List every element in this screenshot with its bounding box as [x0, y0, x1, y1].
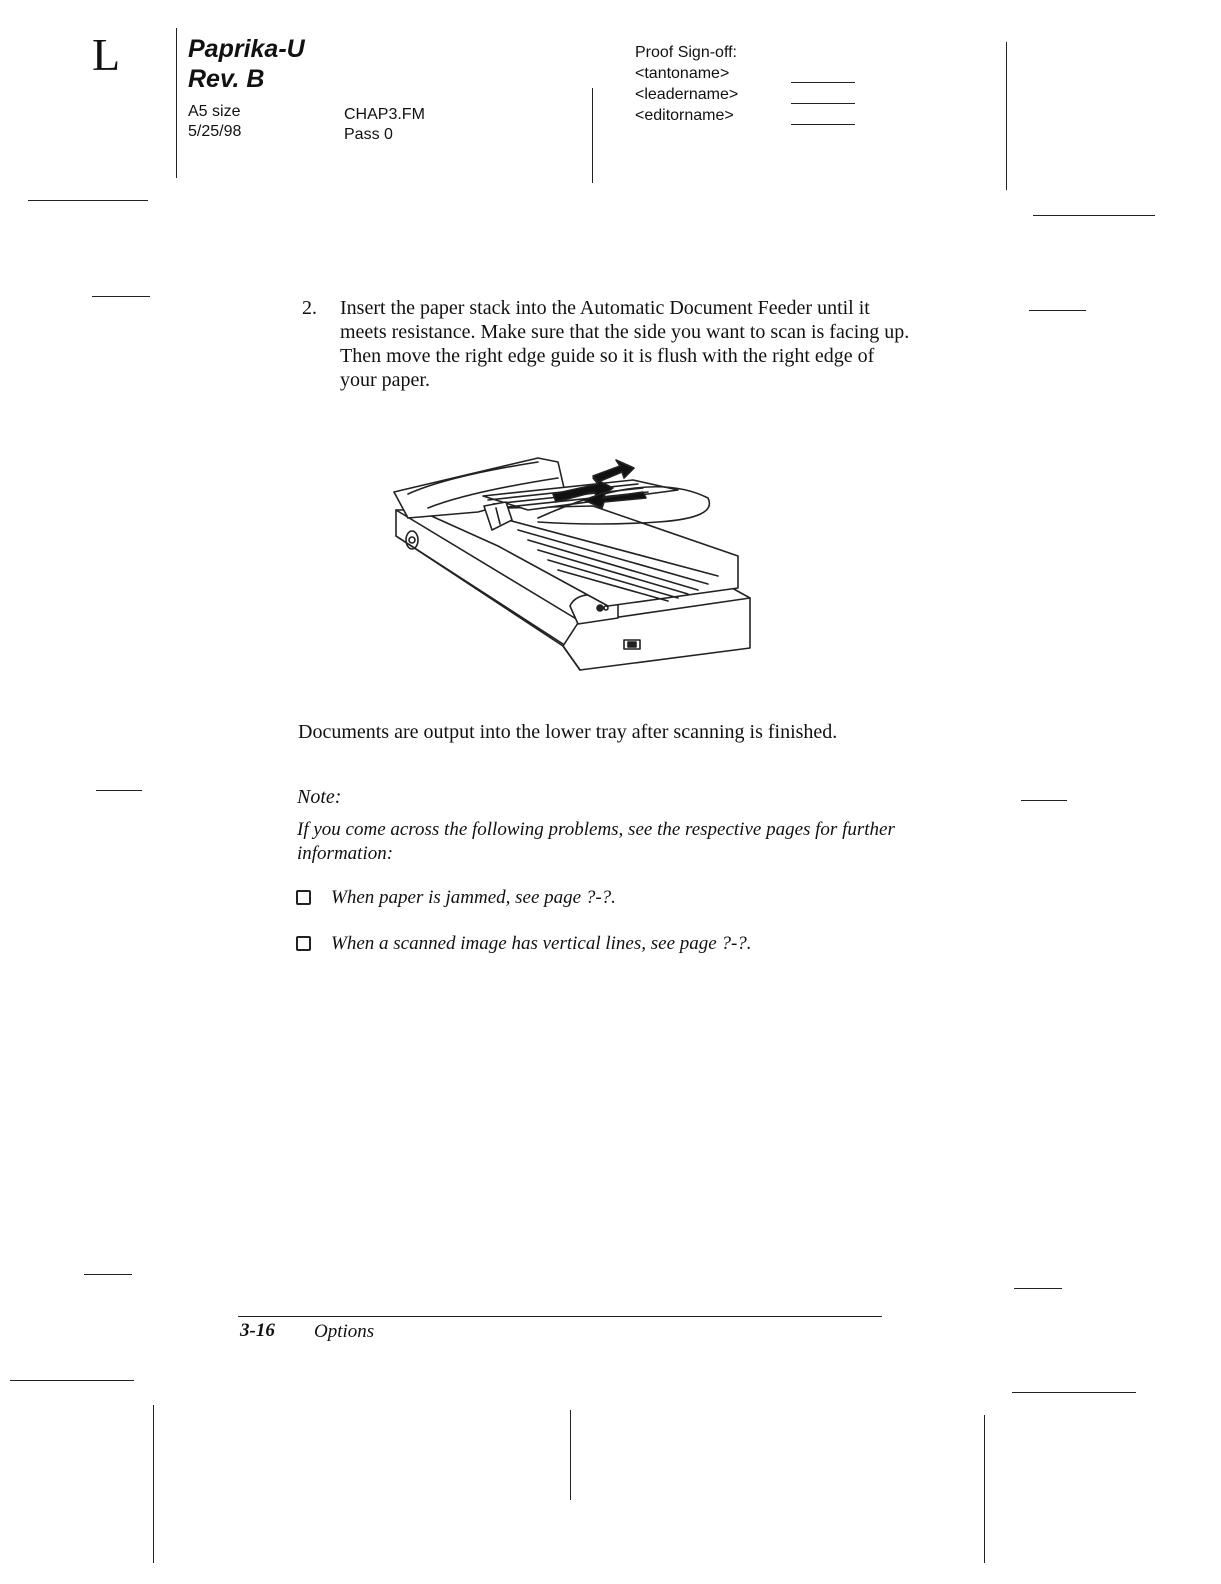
margin-tick	[96, 790, 142, 791]
file-name: CHAP3.FM	[344, 106, 425, 123]
signoff-leader: <leadername>	[635, 86, 739, 103]
signoff-line-2	[791, 103, 855, 104]
proof-signoff	[635, 42, 738, 126]
pass-number: Pass 0	[344, 126, 393, 143]
project-revision: Rev. B	[188, 65, 265, 93]
page-size: A5 size	[188, 103, 241, 120]
signoff-editor: <editorname>	[635, 107, 734, 124]
note-text: If you come across the following problems, see the respective pages for further information:	[297, 819, 895, 864]
margin-tick	[1014, 1288, 1062, 1289]
list-item: When paper is jammed, see page ?-?.	[331, 887, 616, 908]
scanner-adf-illustration	[388, 448, 768, 676]
crop-mark	[1012, 1392, 1136, 1393]
margin-tick	[92, 296, 150, 297]
checkbox-bullet-icon	[296, 890, 311, 905]
signoff-tanto: <tantoname>	[635, 65, 730, 82]
crop-mark	[28, 200, 148, 201]
step-number: 2.	[302, 297, 317, 319]
signoff-line-3	[791, 124, 855, 125]
checkbox-bullet-icon	[296, 936, 311, 951]
margin-tick	[1021, 800, 1067, 801]
crop-mark-vertical	[570, 1410, 571, 1500]
section-name: Options	[314, 1321, 375, 1342]
header-meta-left	[188, 102, 241, 142]
crop-mark-vertical	[984, 1415, 985, 1563]
header-right-rule	[1006, 42, 1007, 190]
header-left-rule	[176, 28, 177, 178]
doc-date: 5/25/98	[188, 123, 242, 140]
project-title	[188, 34, 305, 94]
crop-mark	[1033, 215, 1155, 216]
page-number: 3-16	[240, 1320, 275, 1341]
note-title: Note:	[297, 786, 342, 808]
proof-title: Proof Sign-off:	[635, 44, 737, 61]
list-item: When a scanned image has vertical lines, see page ?-?.	[331, 933, 752, 954]
margin-tick	[1029, 310, 1086, 311]
corner-mark: L	[92, 29, 121, 80]
footer-rule	[238, 1316, 882, 1317]
signoff-line-1	[791, 82, 855, 83]
crop-mark	[10, 1380, 134, 1381]
step-text: Insert the paper stack into the Automatic Document Feeder until it meets resistance. Make sure that the side you want to scan is facing up. Then move the right edge guide so it is flush with the right edge of your paper.	[340, 297, 910, 391]
crop-mark-vertical	[153, 1405, 154, 1563]
margin-tick	[84, 1274, 132, 1275]
project-name: Paprika-U	[188, 35, 305, 63]
header-mid-rule	[592, 88, 593, 183]
output-paragraph: Documents are output into the lower tray after scanning is finished.	[298, 721, 838, 743]
header-meta-right	[344, 105, 425, 145]
